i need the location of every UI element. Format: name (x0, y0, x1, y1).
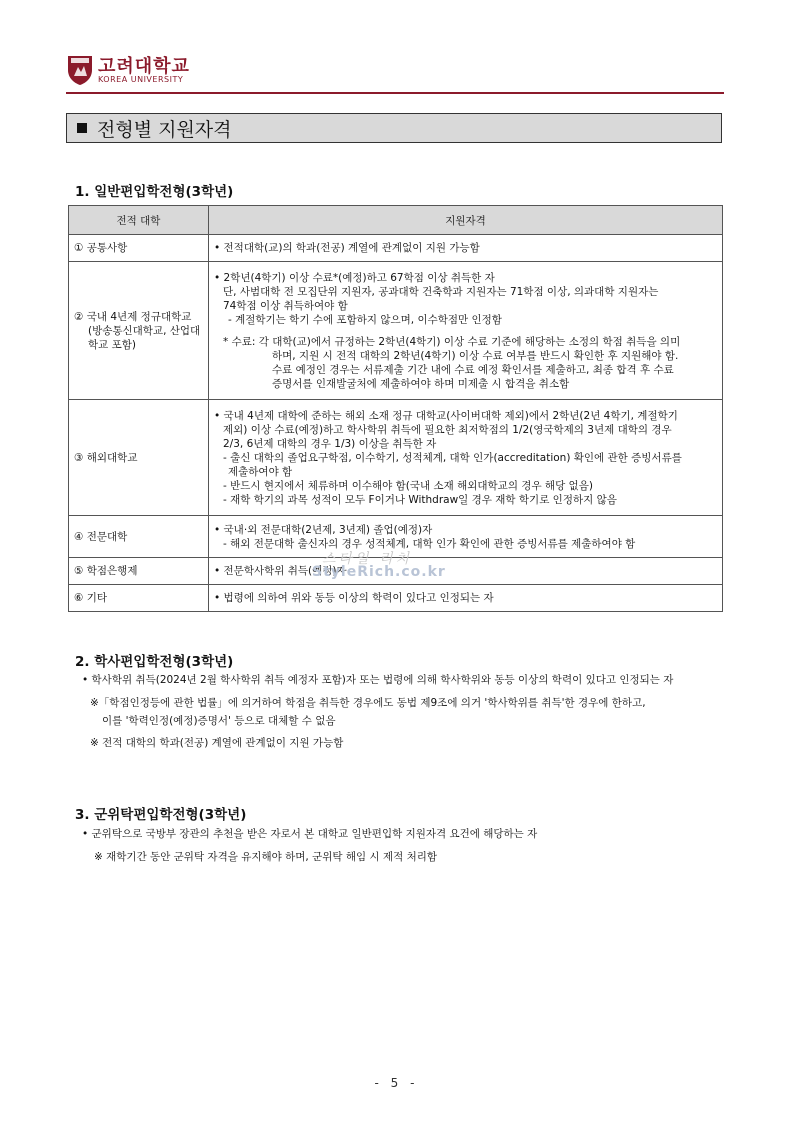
category-line: (방송통신대학교, 산업대 (88, 324, 201, 337)
qualification-line: - 재학 학기의 과목 성적이 모두 F이거나 Withdraw일 경우 재학 학기로 인정하지 않음 (223, 493, 617, 506)
qualification-line: 단, 사범대학 전 모집단위 지원자, 공과대학 건축학과 지원자는 71학점 이상, 의과대학 지원자는 (223, 285, 659, 298)
qualification-line: • 법령에 의하여 위와 동등 이상의 학력이 있다고 인정되는 자 (214, 592, 494, 604)
category-overseas: ③ 해외대학교 (69, 400, 209, 516)
page-number: - 5 - (374, 1076, 419, 1090)
bachelor-note-2: ※ 전적 대학의 학과(전공) 계열에 관계없이 지원 가능함 (90, 737, 344, 749)
korea-university-crest-icon (66, 54, 94, 86)
category-line: ② 국내 4년제 정규대학교 (74, 310, 192, 323)
watermark-kr: 스타일 리치 (322, 551, 413, 567)
watermark-en: StyleRich.co.kr (312, 564, 446, 580)
qualification-line: - 해외 전문대학 출신자의 경우 성적체계, 대학 인가 확인에 관한 증빙서류를 제출하여야 함 (223, 537, 636, 550)
qualification-line: - 출신 대학의 졸업요구학점, 이수학기, 성적체계, 대학 인가(accreditation) 확인에 관한 증빙서류를 (223, 451, 682, 464)
header-divider (66, 92, 724, 94)
category-line: 학교 포함) (88, 338, 137, 351)
qualification-cell (209, 262, 723, 400)
completion-note-line: 수료 예정인 경우는 서류제출 기간 내에 수료 예정 확인서를 제출하고, 최종 합격 후 수료 (272, 363, 674, 376)
general-transfer-heading: 1. 일반편입학전형(3학년) (75, 184, 234, 200)
table-row (69, 262, 723, 400)
qualification-cell (209, 585, 723, 612)
military-note: ※ 재학기간 동안 군위탁 자격을 유지해야 하며, 군위탁 해임 시 제적 처리함 (94, 851, 437, 863)
category-credit-bank: ⑤ 학점은행제 (69, 558, 209, 585)
category-other: ⑥ 기타 (69, 585, 209, 612)
watermark (312, 548, 492, 588)
qualification-line: • 국내·외 전문대학(2년제, 3년제) 졸업(예정)자 (214, 523, 433, 536)
qualification-line: - 계절학기는 학기 수에 포함하지 않으며, 이수학점만 인정함 (228, 313, 502, 326)
qualification-line: • 전문학사학위 취득(예정)자 (214, 565, 347, 577)
university-name-kr: 고려대학교 (98, 56, 190, 77)
section-title: 전형별 지원자격 (97, 118, 232, 141)
qualification-line: - 반드시 현지에서 체류하며 이수해야 함(국내 소재 해외대학교의 경우 해당 없음) (223, 479, 593, 492)
column-header-qualification: 지원자격 (209, 206, 723, 235)
military-qualification: • 군위탁으로 국방부 장관의 추천을 받은 자로서 본 대학교 일반편입학 지원자격 요건에 해당하는 자 (82, 828, 538, 840)
qualification-line: • 국내 4년제 대학에 준하는 해외 소재 정규 대학교(사이버대학 제외)에서 2학년(2년 4학기, 계절학기 (214, 409, 678, 422)
category-domestic (69, 262, 209, 400)
table-row (69, 400, 723, 516)
category-junior-college: ④ 전문대학 (69, 516, 209, 558)
bachelor-qualification: • 학사학위 취득(2024년 2월 학사학위 취득 예정자 포함)자 또는 법령에 의해 학사학위와 동등 이상의 학력이 있다고 인정되는 자 (82, 674, 674, 686)
bachelor-note-1b: 이를 '학력인정(예정)증명서' 등으로 대체할 수 없음 (102, 715, 336, 727)
bachelor-transfer-heading: 2. 학사편입학전형(3학년) (75, 654, 234, 670)
completion-note-line: 증명서를 인재발굴처에 제출하여야 하며 미제출 시 합격을 취소함 (272, 377, 570, 390)
column-header-school: 전적 대학 (69, 206, 209, 235)
category-common: ① 공통사항 (69, 235, 209, 262)
military-transfer-heading: 3. 군위탁편입학전형(3학년) (75, 807, 247, 823)
qualification-line: 2/3, 6년제 대학의 경우 1/3) 이상을 취득한 자 (223, 437, 437, 450)
qualification-line: 74학점 이상 취득하여야 함 (223, 299, 348, 312)
qualification-cell (209, 400, 723, 516)
qualification-line: • 2학년(4학기) 이상 수료*(예정)하고 67학점 이상 취득한 자 (214, 271, 495, 284)
document-header (66, 52, 724, 92)
table-row (69, 585, 723, 612)
qualification-line: • 전적대학(교)의 학과(전공) 계열에 관계없이 지원 가능함 (214, 242, 480, 254)
bachelor-note-1a: ※「학점인정등에 관한 법률」에 의거하여 학점을 취득한 경우에도 동법 제9조에 의거 '학사학위를 취득'한 경우에 한하고, (90, 697, 646, 709)
university-name-en: KOREA UNIVERSITY (98, 75, 184, 84)
qualification-line: 제출하여야 함 (228, 465, 293, 478)
table-header-row (69, 206, 723, 235)
square-bullet-icon (77, 123, 87, 133)
completion-note-line: * 수료: 각 대학(교)에서 규정하는 2학년(4학기) 이상 수료 기준에 해당하는 소정의 학점 취득을 의미 (223, 335, 681, 348)
qualification-cell (209, 235, 723, 262)
qualification-line: 제외) 이상 수료(예정)하고 학사학위 취득에 필요한 최저학점의 1/2(영국학제의 3년제 대학의 경우 (223, 423, 672, 436)
table-row (69, 235, 723, 262)
completion-note-line: 하며, 지원 시 전적 대학의 2학년(4학기) 이상 수료 여부를 반드시 확인한 후 지원해야 함. (272, 349, 679, 362)
section-title-bar (66, 113, 722, 143)
